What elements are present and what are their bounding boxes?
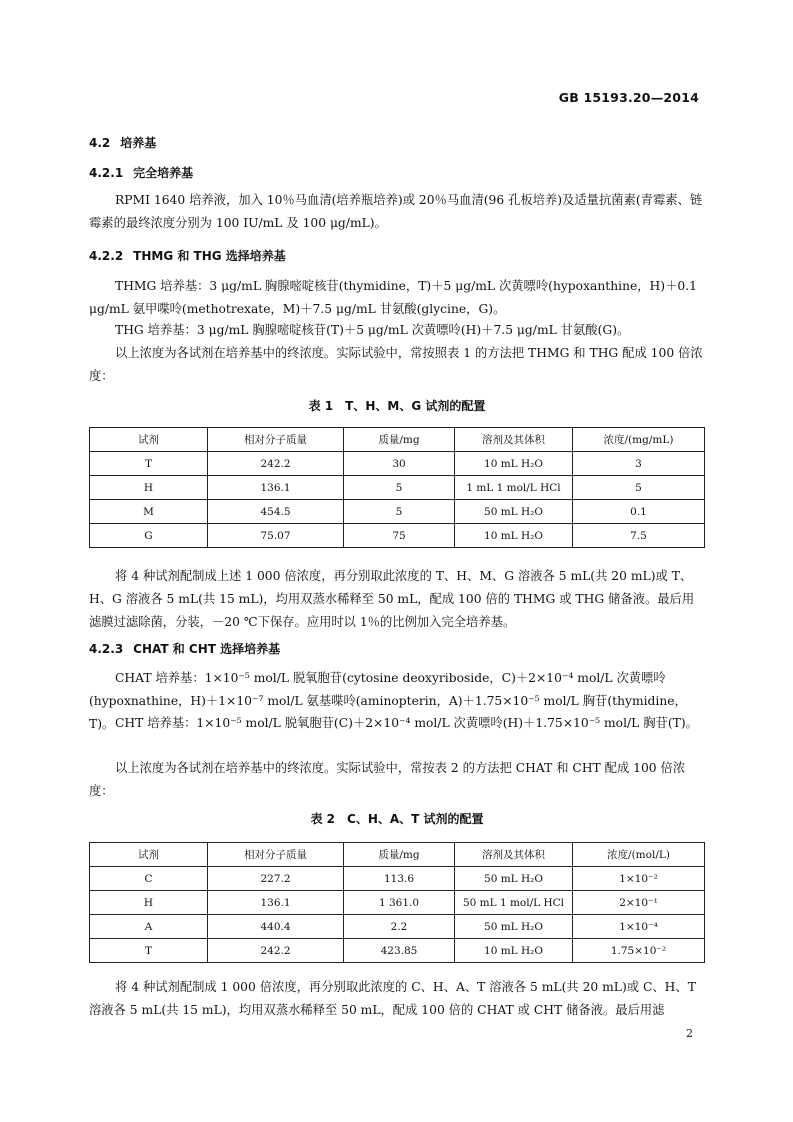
paragraph-thmg-preparation: 将 4 种试剂配制成上述 1 000 倍浓度，再分别取此浓度的 T、H、M、G 溶液各 5 mL(共 20 mL)或 T、H、G 溶液各 5 mL(共 15 mL)，均用双蒸水稀释至 50 mL，配成 100 倍的 THMG 或 THG 储备液。最后用滤膜过滤除菌，分装，－20 ℃下保存。应用时以 1％的比例加入完全培养基。 <box>89 569 695 629</box>
table-cell: 30 <box>344 452 455 476</box>
section-title: 培养基 <box>120 136 157 150</box>
table-cell: 7.5 <box>573 524 705 548</box>
table-row <box>90 476 705 500</box>
table-cell: 1×10⁻² <box>573 867 705 891</box>
section-4-2-3-heading <box>89 640 280 657</box>
paragraph-cht-medium: CHT 培养基：1×10⁻⁵ mol/L 脱氧胞苷(C)＋2×10⁻⁴ mol/L 次黄嘌呤(H)＋1.75×10⁻⁵ mol/L 胸苷(T)。 <box>115 716 698 730</box>
table-cell: 10 mL H₂O <box>455 452 573 476</box>
table-cell: 1 361.0 <box>344 891 455 915</box>
table-header-cell: 相对分子质量 <box>208 843 344 867</box>
table-cell: 2×10⁻¹ <box>573 891 705 915</box>
table-cell: 1 mL 1 mol/L HCl <box>455 476 573 500</box>
table-header-cell: 试剂 <box>90 843 208 867</box>
table-cell: C <box>90 867 208 891</box>
table-cell: 50 mL 1 mol/L HCl <box>455 891 573 915</box>
table-cell: 5 <box>573 476 705 500</box>
table-header-cell: 浓度/(mg/mL) <box>573 428 705 452</box>
table-1 <box>89 427 705 548</box>
table-cell: 5 <box>344 500 455 524</box>
table-cell: 5 <box>344 476 455 500</box>
table-cell: 75.07 <box>208 524 344 548</box>
table-header-cell: 浓度/(mol/L) <box>573 843 705 867</box>
table-cell: 50 mL H₂O <box>455 500 573 524</box>
table-header-cell: 质量/mg <box>344 428 455 452</box>
table-header-cell: 溶剂及其体积 <box>455 843 573 867</box>
paragraph-thg-medium: THG 培养基：3 μg/mL 胸腺嘧啶核苷(T)＋5 μg/mL 次黄嘌呤(H)＋7.5 μg/mL 甘氨酸(G)。 <box>115 323 630 337</box>
table-cell: 454.5 <box>208 500 344 524</box>
paragraph-thmg-medium: THMG 培养基：3 μg/mL 胸腺嘧啶核苷(thymidine，T)＋5 μg/mL 次黄嘌呤(hypoxanthine，H)＋0.1 μg/mL 氨甲喋呤(methotrexate，M)＋7.5 μg/mL 甘氨酸(glycine，G)。 <box>89 279 697 316</box>
standard-code: GB 15193.20—2014 <box>558 90 699 105</box>
table-cell: 50 mL H₂O <box>455 915 573 939</box>
table-cell: 75 <box>344 524 455 548</box>
table-cell: 10 mL H₂O <box>455 939 573 963</box>
table-cell: 136.1 <box>208 476 344 500</box>
paragraph-chat-note: 以上浓度为各试剂在培养基中的终浓度。实际试验中，常按表 2 的方法把 CHAT 和 CHT 配成 100 倍浓度： <box>89 761 686 798</box>
table-header-cell: 试剂 <box>90 428 208 452</box>
table-header-cell: 质量/mg <box>344 843 455 867</box>
table-header-cell: 溶剂及其体积 <box>455 428 573 452</box>
table-cell: G <box>90 524 208 548</box>
section-number: 4.2.2 <box>89 249 124 263</box>
table-row <box>90 867 705 891</box>
table-cell: 10 mL H₂O <box>455 524 573 548</box>
table-cell: M <box>90 500 208 524</box>
table-cell: 1×10⁻⁴ <box>573 915 705 939</box>
table-row <box>90 915 705 939</box>
table-cell: 50 mL H₂O <box>455 867 573 891</box>
table-cell: 3 <box>573 452 705 476</box>
section-title: 完全培养基 <box>133 166 194 180</box>
table-cell: 2.2 <box>344 915 455 939</box>
page-number: 2 <box>686 1027 693 1040</box>
table-header-row <box>90 843 705 867</box>
table-cell: T <box>90 939 208 963</box>
table-row <box>90 524 705 548</box>
table-cell: A <box>90 915 208 939</box>
table-row <box>90 939 705 963</box>
section-4-2-1-heading <box>89 164 193 181</box>
table-cell: T <box>90 452 208 476</box>
table-row <box>90 891 705 915</box>
table-cell: 242.2 <box>208 939 344 963</box>
table-cell: 136.1 <box>208 891 344 915</box>
table-cell: 242.2 <box>208 452 344 476</box>
table-1-caption: 表 1 T、H、M、G 试剂的配置 <box>308 399 486 413</box>
paragraph-chat-preparation: 将 4 种试剂配制成 1 000 倍浓度，再分别取此浓度的 C、H、A、T 溶液各 5 mL(共 20 mL)或 C、H、T 溶液各 5 mL(共 15 mL)，均用双蒸水稀释至 50 mL，配成 100 倍的 CHAT 或 CHT 储备液。最后用滤 <box>89 980 696 1017</box>
table-header-row <box>90 428 705 452</box>
section-number: 4.2.1 <box>89 166 124 180</box>
table-row <box>90 500 705 524</box>
table-cell: 0.1 <box>573 500 705 524</box>
section-title: CHAT 和 CHT 选择培养基 <box>133 642 281 656</box>
paragraph-thmg-note: 以上浓度为各试剂在培养基中的终浓度。实际试验中，常按照表 1 的方法把 THMG 和 THG 配成 100 倍浓度： <box>89 346 703 383</box>
table-header-cell: 相对分子质量 <box>208 428 344 452</box>
section-4-2-heading <box>89 134 156 151</box>
table-cell: 423.85 <box>344 939 455 963</box>
table-cell: 227.2 <box>208 867 344 891</box>
section-4-2-2-heading <box>89 247 286 264</box>
table-cell: 440.4 <box>208 915 344 939</box>
section-title: THMG 和 THG 选择培养基 <box>133 249 286 263</box>
table-cell: H <box>90 476 208 500</box>
table-2 <box>89 842 705 963</box>
table-2-caption: 表 2 C、H、A、T 试剂的配置 <box>310 812 484 826</box>
table-cell: 1.75×10⁻² <box>573 939 705 963</box>
table-cell: H <box>90 891 208 915</box>
paragraph-complete-medium: RPMI 1640 培养液，加入 10％马血清(培养瓶培养)或 20％马血清(96 孔板培养)及适量抗菌素(青霉素、链霉素的最终浓度分别为 100 IU/mL 及 100 μg/mL)。 <box>89 193 703 230</box>
section-number: 4.2.3 <box>89 642 124 656</box>
table-cell: 113.6 <box>344 867 455 891</box>
paragraph-chat-medium: CHAT 培养基：1×10⁻⁵ mol/L 脱氧胞苷(cytosine deoxyriboside，C)＋2×10⁻⁴ mol/L 次黄嘌呤(hypoxnathine，H)＋1×10⁻⁷ mol/L 氨基喋呤(aminopterin，A)＋1.75×10⁻⁵ mol/L 胸苷(thymidine，T)。 <box>89 671 687 731</box>
table-row <box>90 452 705 476</box>
section-number: 4.2 <box>89 136 111 150</box>
